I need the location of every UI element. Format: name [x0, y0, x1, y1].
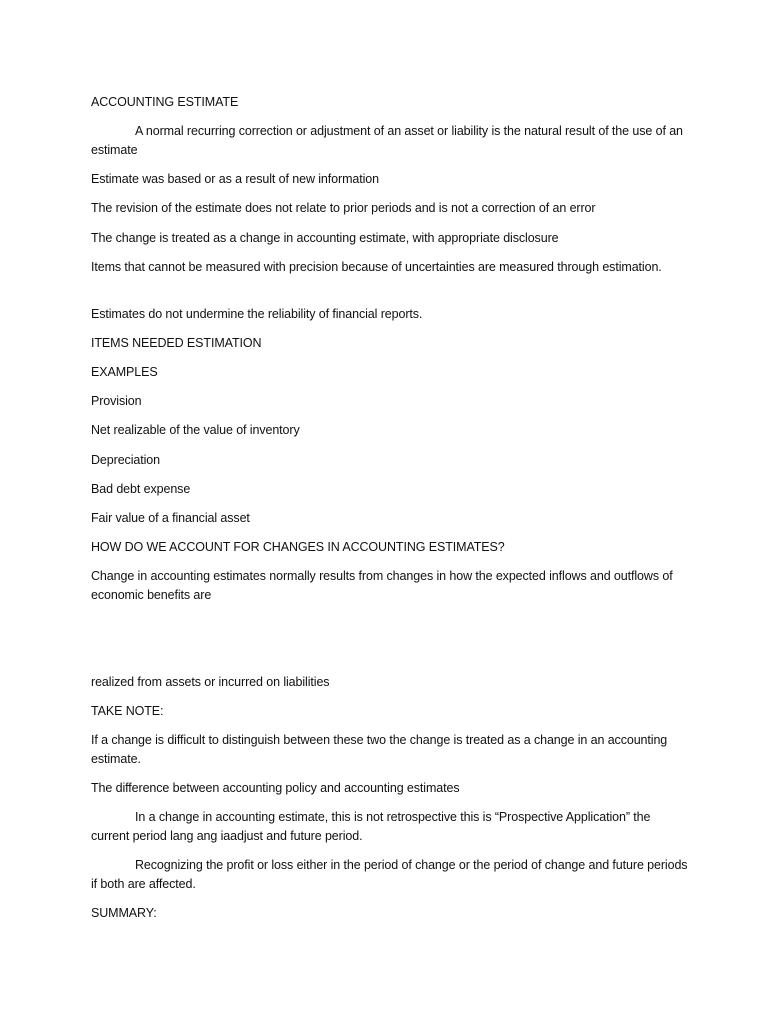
heading-items-needed: ITEMS NEEDED ESTIMATION — [91, 336, 262, 350]
list-item-depreciation: Depreciation — [91, 453, 160, 467]
list-item-fair-value: Fair value of a financial asset — [91, 511, 250, 525]
paragraph-difference: The difference between accounting policy and accounting estimates — [91, 781, 460, 795]
paragraph-change-treated: The change is treated as a change in accounting estimate, with appropriate disclosure — [91, 231, 559, 245]
heading-summary: SUMMARY: — [91, 906, 157, 920]
paragraph-items-precision: Items that cannot be measured with precision because of uncertainties are measured through estimation. — [91, 260, 662, 274]
paragraph-reliability: Estimates do not undermine the reliability of financial reports. — [91, 307, 423, 321]
heading-examples: EXAMPLES — [91, 365, 158, 379]
paragraph-normal-recurring: A normal recurring correction or adjustment of an asset or liability is the natural result of the use of an estimate — [91, 124, 683, 157]
heading-take-note: TAKE NOTE: — [91, 704, 164, 718]
paragraph-recognizing: Recognizing the profit or loss either in the period of change or the period of change and future periods if both are affected. — [91, 858, 688, 891]
paragraph-revision: The revision of the estimate does not relate to prior periods and is not a correction of an error — [91, 201, 596, 215]
paragraph-realized-from: realized from assets or incurred on liabilities — [91, 675, 330, 689]
paragraph-change-results: Change in accounting estimates normally results from changes in how the expected inflows and outflows of economic benefits are — [91, 569, 673, 602]
list-item-net-realizable: Net realizable of the value of inventory — [91, 423, 300, 437]
list-item-provision: Provision — [91, 394, 142, 408]
paragraph-difficult-distinguish: If a change is difficult to distinguish between these two the change is treated as a change in an accounting estimate. — [91, 733, 668, 766]
heading-accounting-estimate: ACCOUNTING ESTIMATE — [91, 95, 239, 109]
paragraph-prospective: In a change in accounting estimate, this is not retrospective this is “Prospective Application” the current period lang ang iaadjust and future period. — [91, 810, 651, 843]
paragraph-new-information: Estimate was based or as a result of new information — [91, 172, 379, 186]
heading-how-do-we-account: HOW DO WE ACCOUNT FOR CHANGES IN ACCOUNTING ESTIMATES? — [91, 540, 505, 554]
list-item-bad-debt: Bad debt expense — [91, 482, 191, 496]
